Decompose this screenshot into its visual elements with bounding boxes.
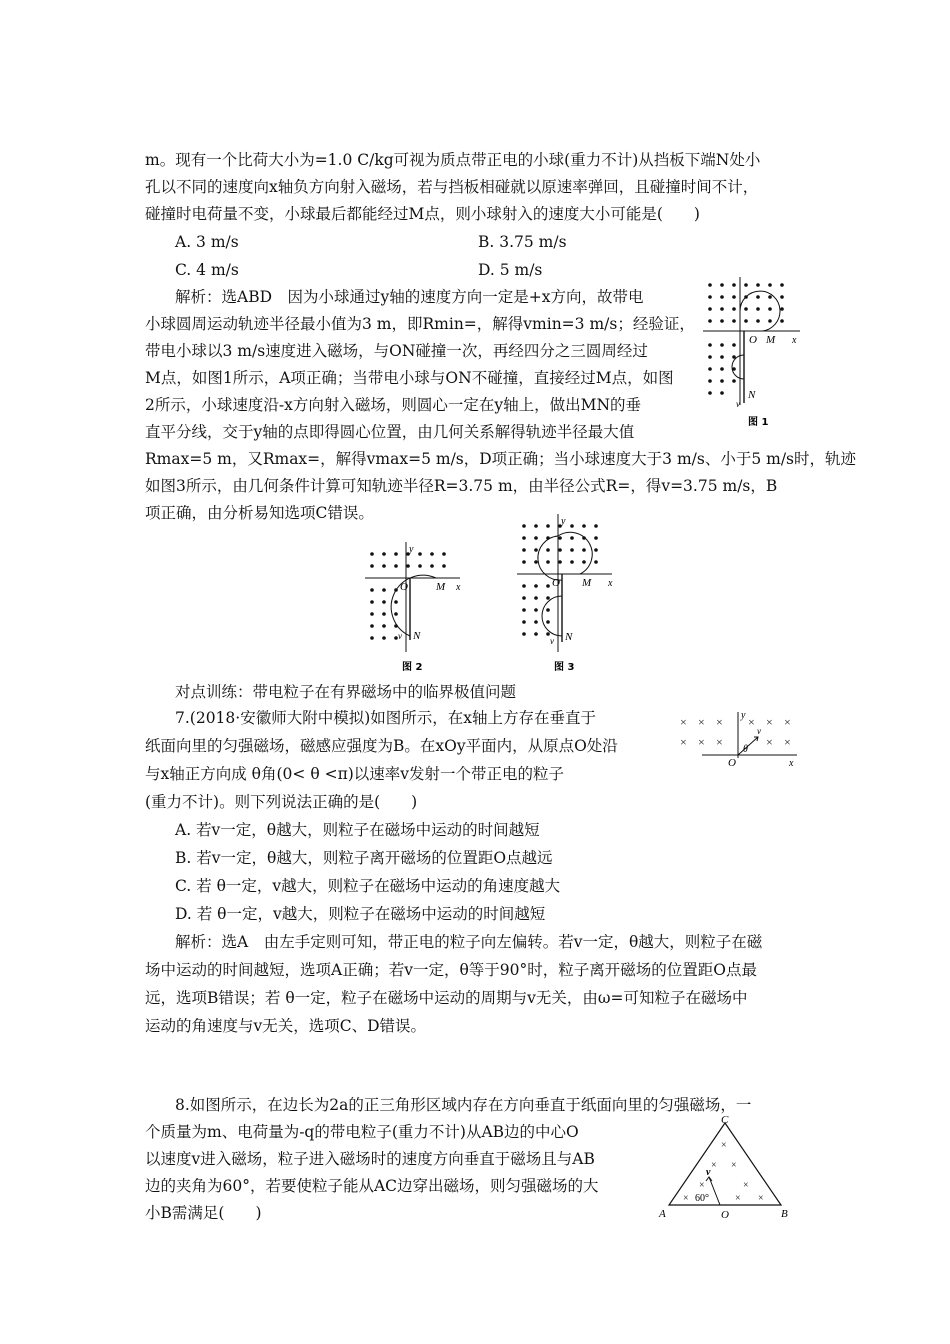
- label-m: M: [582, 577, 592, 589]
- label-v: v: [736, 399, 740, 409]
- q7-stem-line-2: 纸面向里的匀强磁场，磁感应强度为B。在xOy平面内，从原点O处沿: [145, 737, 618, 755]
- q6-analysis-line-8: 如图3所示，由几何条件计算可知轨迹半径R=3.75 m，由半径公式R=，得v=3.75 m/s，B: [145, 477, 778, 495]
- q7-option-d: D. 若 θ一定，v越大，则粒子在磁场中运动的时间越短: [175, 905, 546, 923]
- q6-analysis-line-1: 解析：选ABD 因为小球通过y轴的速度方向一定是+x方向，故带电: [175, 288, 644, 306]
- label-n: N: [748, 389, 756, 401]
- section-title: 对点训练：带电粒子在有界磁场中的临界极值问题: [175, 683, 517, 701]
- q6-option-a: A. 3 m/s: [175, 233, 239, 251]
- q6-analysis-line-3: 带电小球以3 m/s速度进入磁场，与ON碰撞一次，再经四分之三圆周经过: [145, 342, 648, 360]
- svg-text:×: ×: [698, 715, 705, 729]
- figure-2-caption: 图 2: [402, 662, 423, 673]
- label-b: B: [781, 1208, 788, 1220]
- q8-stem-line-2: 个质量为m、电荷量为-q的带电粒子(重力不计)从AB边的中心O: [145, 1123, 579, 1141]
- q6-analysis-line-4: M点，如图1所示，A项正确；当带电小球与ON不碰撞，直接经过M点，如图: [145, 369, 674, 387]
- label-o: O: [400, 581, 408, 593]
- label-y: y: [741, 710, 746, 721]
- q8-stem-line-1: 8.如图所示，在边长为2a的正三角形区域内存在方向垂直于纸面向里的匀强磁场，一: [175, 1096, 752, 1114]
- velocity-arrow: [709, 1177, 720, 1205]
- label-y: y: [409, 544, 414, 555]
- figure-1: [700, 275, 810, 430]
- svg-text:×: ×: [766, 715, 773, 729]
- q7-figure: [672, 708, 802, 770]
- label-angle: 60°: [695, 1193, 709, 1204]
- q7-stem-line-1: 7.(2018·安徽师大附中模拟)如图所示，在x轴上方存在垂直于: [175, 709, 596, 727]
- svg-text:×: ×: [711, 1160, 717, 1171]
- q7-stem-line-3: 与x轴正方向成 θ角(0< θ <π)以速率v发射一个带正电的粒子: [145, 765, 565, 783]
- label-n: N: [413, 630, 421, 642]
- label-o: O: [728, 757, 736, 769]
- svg-text:×: ×: [716, 715, 723, 729]
- svg-text:×: ×: [743, 1180, 749, 1191]
- label-c: C: [721, 1115, 729, 1126]
- q7-analysis-line-1: 解析：选A 由左手定则可知，带正电的粒子向左偏转。若v一定，θ越大，则粒子在磁: [175, 933, 763, 951]
- svg-text:×: ×: [680, 735, 687, 749]
- label-x: x: [608, 578, 613, 589]
- q8-stem-line-4: 边的夹角为60°，若要使粒子能从AC边穿出磁场，则匀强磁场的大: [145, 1177, 599, 1195]
- q6-option-d: D. 5 m/s: [478, 261, 543, 279]
- trajectory-arc: [558, 532, 592, 574]
- q6-analysis-line-6: 直平分线，交于y轴的点即得圆心位置，由几何关系解得轨迹半径最大值: [145, 423, 635, 441]
- svg-text:×: ×: [680, 715, 687, 729]
- svg-text:×: ×: [683, 1193, 689, 1204]
- label-x: x: [789, 758, 794, 769]
- field-dots: [370, 552, 446, 640]
- label-v: v: [757, 726, 761, 736]
- field-crosses: [680, 715, 791, 749]
- svg-text:×: ×: [766, 735, 773, 749]
- q7-option-b: B. 若v一定，θ越大，则粒子离开磁场的位置距O点越远: [175, 849, 553, 867]
- q8-figure: [655, 1115, 805, 1225]
- trajectory-arc: [391, 575, 436, 636]
- svg-text:×: ×: [699, 1180, 705, 1191]
- q6-stem-line-1: m。现有一个比荷大小为=1.0 C/kg可视为质点带正电的小球(重力不计)从挡板下端N处小: [145, 151, 761, 169]
- svg-text:×: ×: [758, 1193, 764, 1204]
- q6-option-b: B. 3.75 m/s: [478, 233, 567, 251]
- label-theta: θ: [743, 744, 748, 755]
- label-v: v: [398, 631, 402, 641]
- svg-text:×: ×: [698, 735, 705, 749]
- q6-stem-line-2: 孔以不同的速度向x轴负方向射入磁场，若与挡板相碰就以原速率弹回，且碰撞时间不计，: [145, 178, 759, 196]
- label-v: v: [706, 1167, 711, 1178]
- label-m: M: [766, 334, 776, 346]
- q7-analysis-line-3: 远，选项B错误；若 θ一定，粒子在磁场中运动的周期与v无关，由ω=可知粒子在磁场中: [145, 989, 748, 1007]
- q6-option-c: C. 4 m/s: [175, 261, 239, 279]
- q6-analysis-line-9: 项正确，由分析易知选项C错误。: [145, 504, 374, 522]
- label-n: N: [565, 631, 573, 643]
- label-v: v: [550, 636, 554, 646]
- svg-text:×: ×: [731, 1160, 737, 1171]
- q7-analysis-line-2: 场中运动的时间越短，选项A正确；若v一定，θ等于90°时，粒子离开磁场的位置距O点最: [145, 961, 757, 979]
- q7-option-c: C. 若 θ一定，v越大，则粒子在磁场中运动的角速度越大: [175, 877, 561, 895]
- q7-stem-line-4: (重力不计)。则下列说法正确的是( ): [145, 793, 418, 811]
- svg-text:×: ×: [735, 1193, 741, 1204]
- label-m: M: [436, 581, 446, 593]
- svg-text:×: ×: [721, 1140, 727, 1151]
- q7-option-a: A. 若v一定，θ越大，则粒子在磁场中运动的时间越短: [175, 821, 540, 839]
- figure-1-caption: 图 1: [748, 417, 769, 428]
- svg-text:×: ×: [784, 735, 791, 749]
- label-x: x: [792, 335, 797, 346]
- q6-analysis-line-7: Rmax=5 m，又Rmax=，解得vmax=5 m/s，D项正确；当小球速度大于3 m/s、小于5 m/s时，轨迹: [145, 450, 857, 468]
- label-o: O: [552, 577, 560, 589]
- figure-3-caption: 图 3: [554, 662, 575, 673]
- trajectory-arc: [740, 291, 780, 331]
- svg-text:×: ×: [748, 715, 755, 729]
- figure-3: [512, 512, 622, 675]
- svg-text:×: ×: [784, 715, 791, 729]
- label-y: y: [561, 516, 566, 527]
- label-x: x: [456, 582, 461, 593]
- label-a: A: [659, 1208, 666, 1220]
- label-o: O: [721, 1209, 729, 1221]
- svg-text:×: ×: [716, 735, 723, 749]
- figure-2: [360, 540, 470, 675]
- q8-stem-line-5: 小B需满足( ): [145, 1204, 262, 1222]
- q8-stem-line-3: 以速度v进入磁场，粒子进入磁场时的速度方向垂直于磁场且与AB: [145, 1150, 595, 1168]
- q6-stem-line-3: 碰撞时电荷量不变，小球最后都能经过M点，则小球射入的速度大小可能是( ): [145, 205, 700, 223]
- q7-analysis-line-4: 运动的角速度与v无关，选项C、D错误。: [145, 1017, 427, 1035]
- q6-analysis-line-2: 小球圆周运动轨迹半径最小值为3 m，即Rmin=，解得vmin=3 m/s；经验证，: [145, 315, 695, 333]
- q6-analysis-line-5: 2所示，小球速度沿-x方向射入磁场，则圆心一定在y轴上，做出MN的垂: [145, 396, 642, 414]
- velocity-arrow: [738, 737, 758, 755]
- trajectory-arc-lower: [542, 596, 562, 636]
- label-o: O: [749, 334, 757, 346]
